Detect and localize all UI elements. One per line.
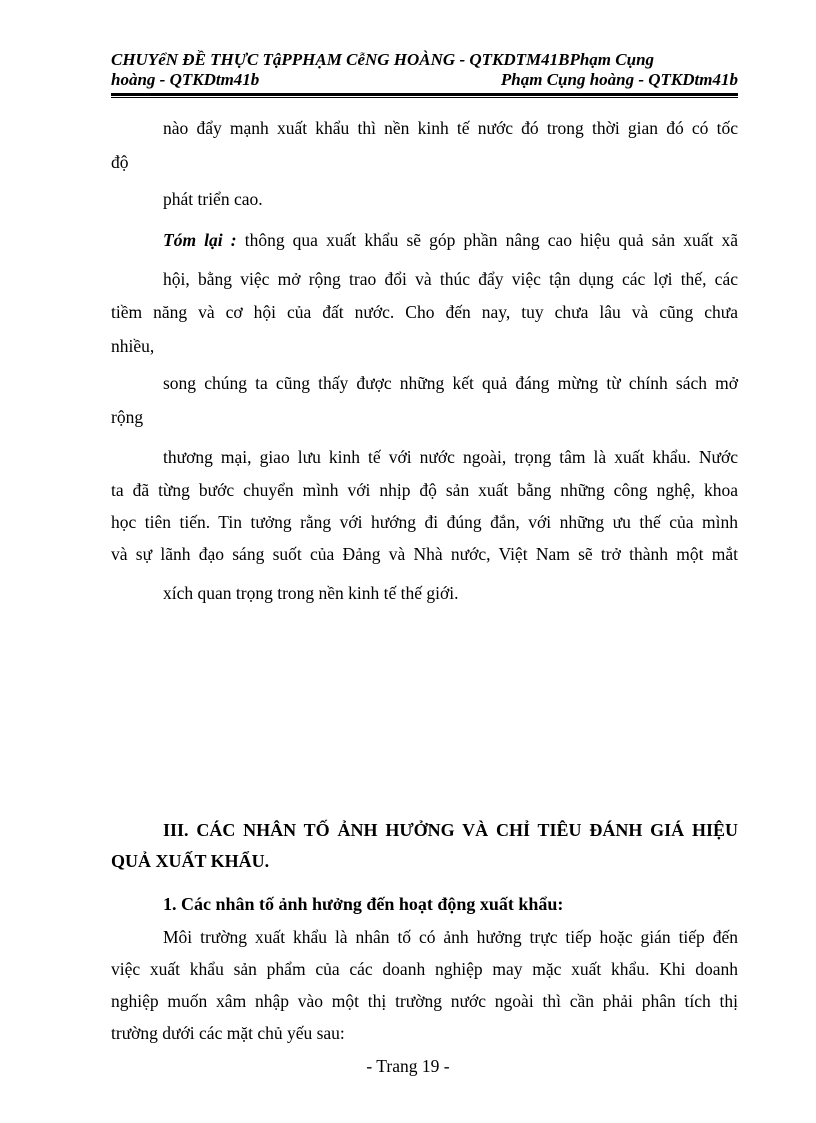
- body-line-6: tiềm năng và cơ hội của đất nước. Cho đến nay, tuy chưa lâu và cũng chưa: [111, 302, 738, 322]
- header-line-2-left: hoàng - QTKDtm41b: [111, 70, 260, 89]
- body-line-13: và sự lãnh đạo sáng suốt của Đảng và Nhà nước, Việt Nam sẽ trở thành một mắt: [111, 544, 738, 564]
- section-title-line-2: QUẢ XUẤT KHẨU.: [111, 851, 270, 871]
- body-line-10: thương mại, giao lưu kinh tế với nước ngoài, trọng tâm là xuất khẩu. Nước: [163, 447, 738, 467]
- header-line-2-right: Phạm Cụng hoàng - QTKDtm41b: [500, 70, 738, 89]
- header-rule-thin: [111, 97, 738, 98]
- body-line-2: độ: [111, 152, 129, 172]
- summary-text: thông qua xuất khẩu sẽ góp phần nâng cao hiệu quả sản xuất xã: [236, 230, 739, 250]
- body-line-12: học tiên tiến. Tin tưởng rằng với hướng đi đúng đắn, với những ưu thế của mình: [111, 512, 738, 532]
- section-para-line-4: trường dưới các mặt chủ yếu sau:: [111, 1023, 345, 1043]
- body-line-14: xích quan trọng trong nền kinh tế thế giới.: [163, 583, 459, 603]
- header-line-1: CHUYểN ĐỀ THỰC TậPPHẠM CễNG HOÀNG - QTKDTM41BPhạm Cụng: [111, 50, 655, 69]
- page-number: - Trang 19 -: [366, 1056, 450, 1076]
- page-header: [111, 50, 738, 90]
- section-para-line-3: nghiệp muốn xâm nhập vào một thị trường nước ngoài thì cần phải phân tích thị: [111, 991, 738, 1011]
- body-line-11: ta đã từng bước chuyển mình với nhịp độ sản xuất bằng những công nghệ, khoa: [111, 480, 738, 500]
- body-line-1: nào đẩy mạnh xuất khẩu thì nền kinh tế nước đó trong thời gian đó có tốc: [163, 118, 738, 138]
- section-title-line-1: III. CÁC NHÂN TỐ ẢNH HƯỞNG VÀ CHỈ TIÊU ĐÁNH GIÁ HIỆU: [163, 820, 738, 840]
- body-line-9: rộng: [111, 407, 144, 427]
- section-para-line-2: việc xuất khẩu sản phẩm của các doanh nghiệp may mặc xuất khẩu. Khi doanh: [111, 959, 738, 979]
- body-line-5: hội, bằng việc mở rộng trao đổi và thúc đẩy việc tận dụng các lợi thế, các: [163, 269, 738, 289]
- section-para-line-1: Môi trường xuất khẩu là nhân tố có ảnh hưởng trực tiếp hoặc gián tiếp đến: [163, 927, 738, 947]
- body-line-8: song chúng ta cũng thấy được những kết quả đáng mừng từ chính sách mở: [163, 373, 738, 393]
- header-rule-thick: [111, 93, 738, 96]
- body-line-3: phát triển cao.: [163, 189, 263, 209]
- body-line-7: nhiều,: [111, 336, 155, 356]
- header-line-2: [111, 70, 738, 90]
- subsection-title: 1. Các nhân tố ảnh hưởng đến hoạt động xuất khẩu:: [163, 894, 564, 914]
- summary-label: Tóm lại :: [163, 230, 237, 250]
- body-line-4: [163, 229, 738, 251]
